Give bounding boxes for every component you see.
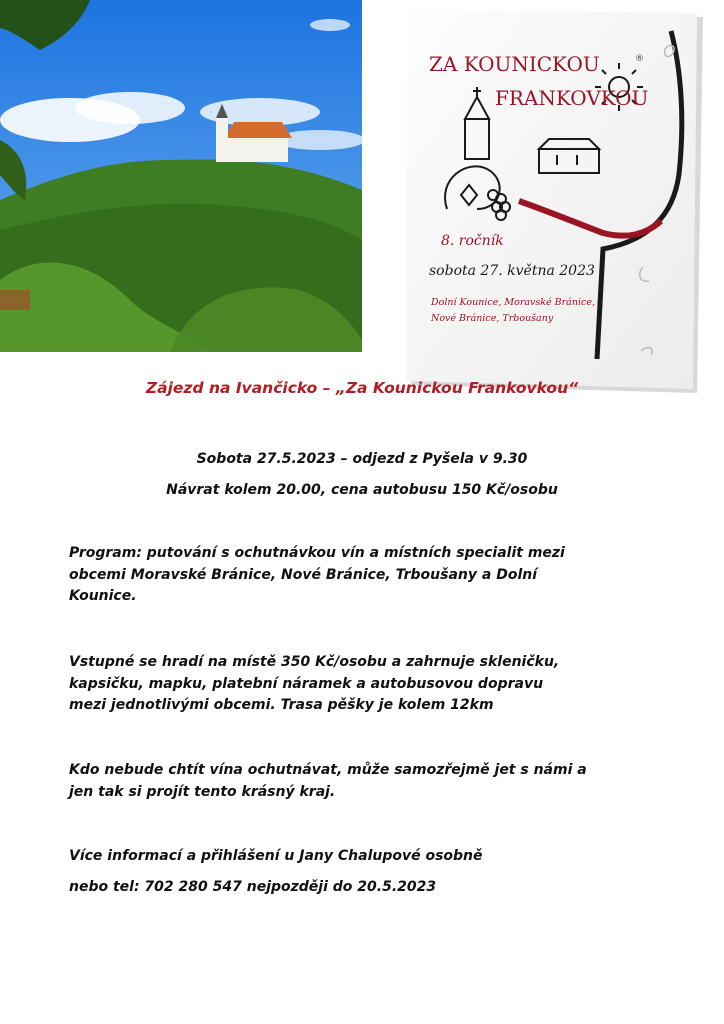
poster-title-line1: ZA KOUNICKOU — [429, 52, 600, 76]
poster-registered-mark: ® — [635, 54, 644, 64]
chapel-hill-photo — [0, 0, 362, 352]
program-line: Program: putování s ochutnávkou vín a místních specialit mezi — [69, 545, 565, 561]
program-line: obcemi Moravské Bránice, Nové Bránice, Trboušany a Dolní — [69, 566, 538, 583]
non-tasting-line: Kdo nebude chtít vína ochutnávat, může samozřejmě jet s námi a — [69, 762, 587, 778]
non-tasting-line: jen tak si projít tento krásný kraj. — [69, 783, 336, 800]
return-price-line: Návrat kolem 20.00, cena autobusu 150 Kč/osobu — [166, 482, 558, 498]
poster-title-line2: FRANKOVKOU — [495, 86, 649, 110]
entry-fee-line: Vstupné se hradí na místě 350 Kč/osobu a zahrnuje skleničku, — [69, 654, 560, 670]
program-paragraph — [69, 543, 629, 608]
event-poster — [407, 9, 703, 393]
poster-edition: 8. ročník — [441, 233, 504, 249]
departure-line: Sobota 27.5.2023 – odjezd z Pyšela v 9.30 — [196, 451, 528, 467]
poster-date: sobota 27. května 2023 — [429, 263, 595, 279]
entry-fee-line: kapsičku, mapku, platební náramek a autobusovou dopravu — [69, 675, 544, 692]
entry-fee-line: mezi jednotlivými obcemi. Trasa pěšky je kolem 12km — [69, 697, 494, 713]
non-tasting-paragraph — [69, 760, 629, 803]
entry-fee-paragraph — [69, 652, 629, 717]
poster-places-line2: Nové Bránice, Trboušany — [431, 313, 554, 324]
contact-line: Více informací a přihlášení u Jany Chalupové osobně — [69, 848, 483, 864]
contact-phone-line: nebo tel: 702 280 547 nejpozději do 20.5.2023 — [69, 879, 437, 895]
poster-places-line1: Dolní Kounice, Moravské Bránice, — [431, 297, 595, 308]
event-heading: Zájezd na Ivančicko – „Za Kounickou Frankovkou“ — [145, 379, 579, 397]
program-line: Kounice. — [69, 588, 137, 604]
